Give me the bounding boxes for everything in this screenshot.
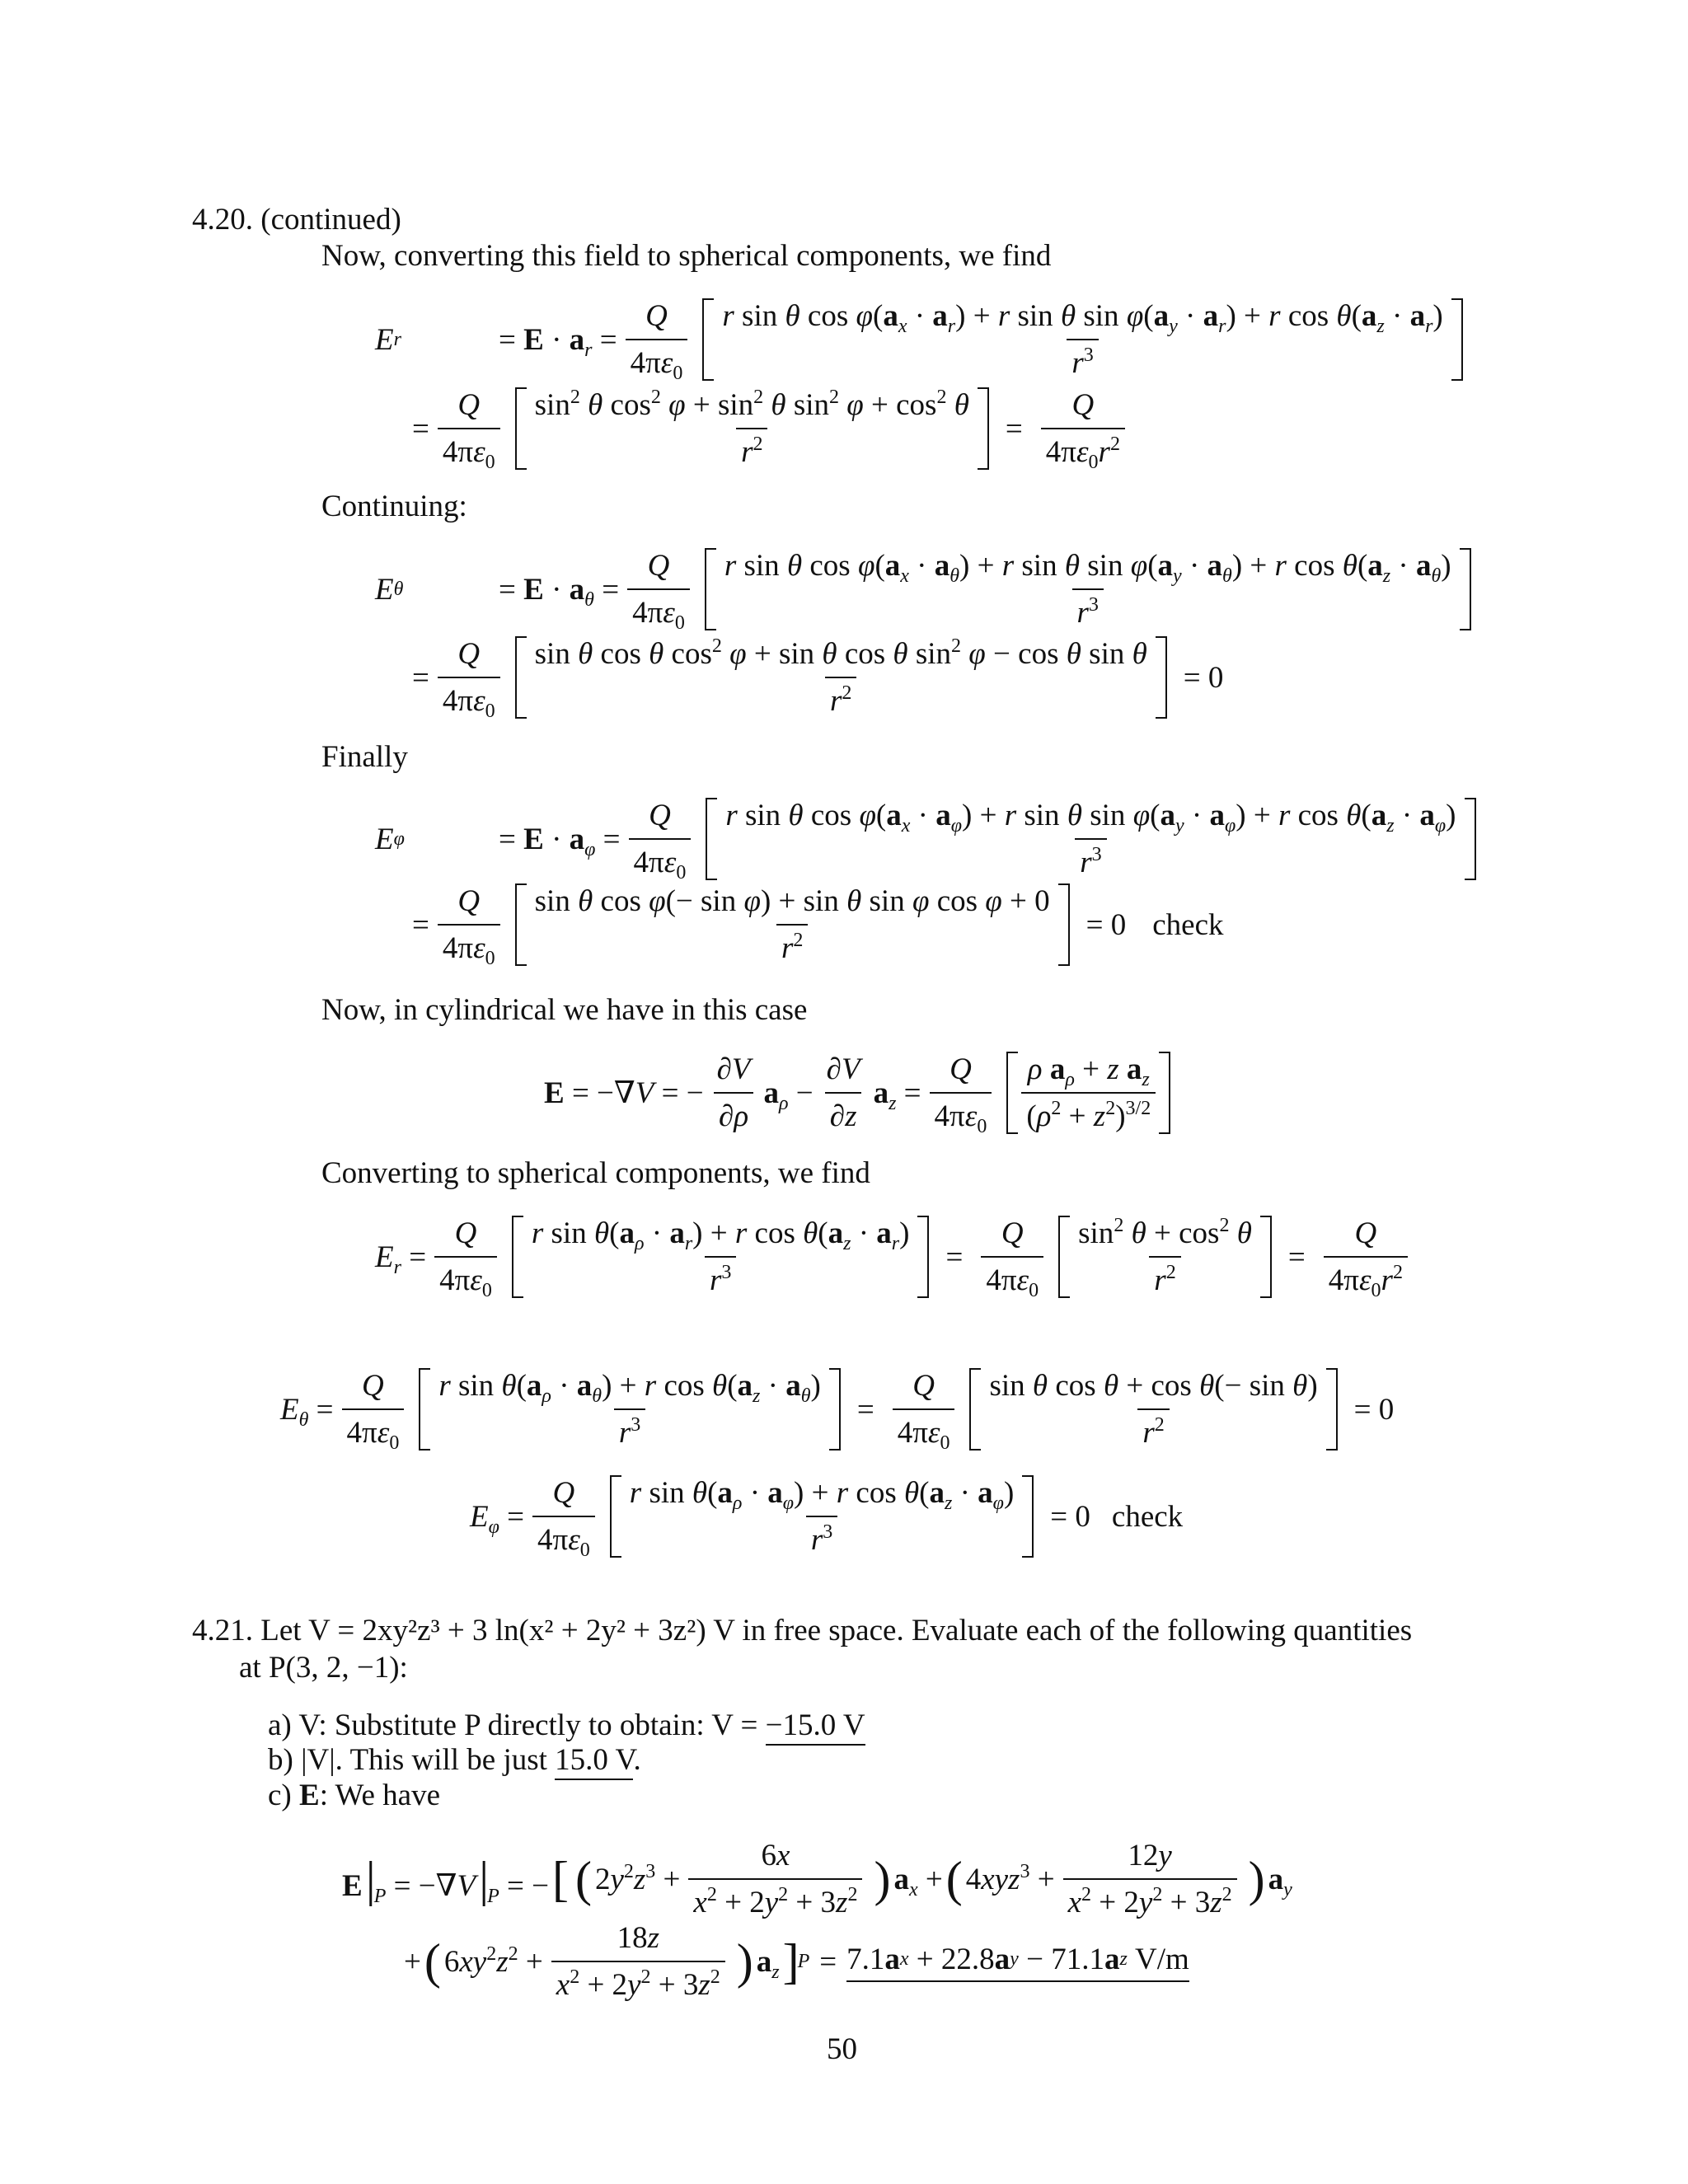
paragraph-cylindrical: Now, in cylindrical we have in this case — [321, 993, 808, 1027]
paragraph-finally: Finally — [321, 740, 408, 774]
part-c — [268, 1780, 440, 1811]
paragraph-converting: Converting to spherical components, we find — [321, 1156, 870, 1190]
problem-421-text: Let V = 2xy²z³ + 3 ln(x² + 2y² + 3z²) V in free space. Evaluate each of the following quantities — [260, 1614, 1413, 1647]
paragraph-continuing: Continuing: — [321, 490, 467, 523]
equation-cyl-er: $E_r$ = $\frac{Q}{4\pi\varepsilon_0}$ $\frac{r \sin \theta(a_\rho \cdot a_r) + r \cos \theta(a_z \cdot a_r)}{r^3}$ = $\frac{Q}{4\pi\varepsilon_0}$ $\frac{\sin^2 \theta + \cos^2 \theta}{r^2}$ = $\frac{Q}{4\pi\varepsilon_0r^2}$ — [375, 1216, 1416, 1298]
part-b-label: b) — [268, 1743, 293, 1777]
page-number: 50 — [827, 2032, 857, 2066]
part-a — [268, 1710, 865, 1741]
equation-e-at-p-line1: $E|_P = -\nabla V|_P$ = − [ ( $2y^2z^3$ + $\frac{6x}{x^2 + 2y^2 + 3z^2}$ ) $a_x$ + ( 4xyz$^3$ + $\frac{12y}{x^2 + 2y^2 + 3z^2}$ ) $a_y$ — [342, 1839, 1292, 1919]
problem-header — [192, 204, 401, 235]
part-b: b) |V|. This will be just 15.0 V. — [268, 1745, 641, 1775]
paragraph-intro: Now, converting this field to spherical components, we find — [321, 239, 1052, 273]
part-a-label: a) — [268, 1708, 292, 1742]
problem-number: 4.20. — [192, 203, 253, 237]
equation-cyl-ephi: $E_\varphi$ = $\frac{Q}{4\pi\varepsilon_0}$ $\frac{r \sin \theta(a_\rho \cdot a_\varphi) + r \cos \theta(a_z \cdot a_\varphi)}{r^3}$ = 0 check — [470, 1476, 1184, 1561]
check-label-2: check — [1111, 1499, 1184, 1534]
result-e-field: 7.1 a x + 22.8 a y − 71.1 a z V/m — [846, 1942, 1189, 1982]
equation-ephi-line2: = $\frac{Q}{4\pi\varepsilon_0}$ $\frac{\text{sin θ cos φ(− sin φ) + sin θ sin φ cos φ + 0}}{r^2}$ = 0 check — [412, 884, 1224, 969]
part-c-label: c) — [268, 1779, 292, 1812]
equation-er-line2: = $\frac{Q}{4\pi\varepsilon_0}$ $\frac{\sin^2 \theta \cos^2 \varphi + \sin^2 \theta \sin^2 \varphi + \cos^2 \theta}{r^2}$ = $\frac{Q}{4\pi\varepsilon_0r^2}$ — [412, 387, 1133, 470]
equation-e-at-p-line2: + ( $6xy^2z^2$ + $\frac{18z}{x^2 + 2y^2 + 3z^2}$ ) $a_z$ ] P = 7.1 a x + 22.8 a y − 71.1 a z V/m — [404, 1921, 1189, 2002]
problem-421-line2: at P(3, 2, −1): — [239, 1651, 408, 1685]
part-b-value: 15.0 V — [555, 1743, 633, 1780]
part-a-value: −15.0 V — [766, 1708, 865, 1746]
equation-gradient: E = −∇V = − $\frac{\partial V}{\partial\rho}$ $a_\rho$ − $\frac{\partial V}{\partial z}$ $a_z$ = $\frac{Q}{4\pi\varepsilon_0}$ $\frac{\rho a_\rho + z a_z}{(\rho^2 + z^2)^{3/2}}$ — [544, 1052, 1177, 1134]
problem-421-number: 4.21. — [192, 1614, 253, 1647]
part-a-text: V: Substitute P directly to obtain: V = — [298, 1708, 766, 1742]
equation-ephi-line1: E φ = $E \cdot a_\varphi$ = $\frac{Q}{4\pi\varepsilon_0}$ r sin θ $\cos \varphi(a_x \cdot a_\varphi) + r$ sin θ $\sin \varphi(a_y \cdot a_\varphi) + r$ $\cos \theta(a_z \cdot a_\varphi)$ $r^3$ — [375, 798, 1483, 880]
part-b-text: |V|. This will be just — [301, 1743, 556, 1777]
problem-continued: (continued) — [260, 203, 401, 237]
problem-421-line1 — [192, 1615, 1412, 1646]
part-c-bold: E — [299, 1779, 320, 1812]
check-label: check — [1152, 907, 1224, 942]
part-c-text: : We have — [319, 1779, 441, 1812]
equation-cyl-etheta: $E_\theta$ = $\frac{Q}{4\pi\varepsilon_0}$ $\frac{r \sin \theta(a_\rho \cdot a_\theta) + r \cos \theta(a_z \cdot a_\theta)}{r^3}$ = $\frac{Q}{4\pi\varepsilon_0}$ $\frac{\text{sin θ cos θ + cos θ(− sin θ)}}{r^2}$ = 0 — [280, 1369, 1395, 1454]
equation-etheta-line2: = $\frac{Q}{4\pi\varepsilon_0}$ $\frac{\sin \theta \cos \theta \cos^2 \varphi + \sin \theta \cos \theta \sin^2 \varphi - \cos \theta \sin \theta}{r^2}$ = 0 — [412, 635, 1224, 722]
equation-etheta-line1: E θ = $E \cdot a_\theta$ = $\frac{Q}{4\pi\varepsilon_0}$ r sin θ $\cos \varphi(a_x \cdot a_\theta) + r$ sin θ $\sin \varphi(a_y \cdot a_\theta) + r$ $\cos \theta(a_z \cdot a_\theta)$ $r^3$ — [375, 548, 1478, 630]
equation-er-line1: E r = $E \cdot a_r$ = $\frac{Q}{4\pi\varepsilon_0}$ r sin θ $\cos \varphi(a_x \cdot a_r) + r$ sin θ $\sin \varphi(a_y \cdot a_r) + r$ $\cos \theta(a_z \cdot a_r)$ $r^3$ — [375, 298, 1470, 381]
